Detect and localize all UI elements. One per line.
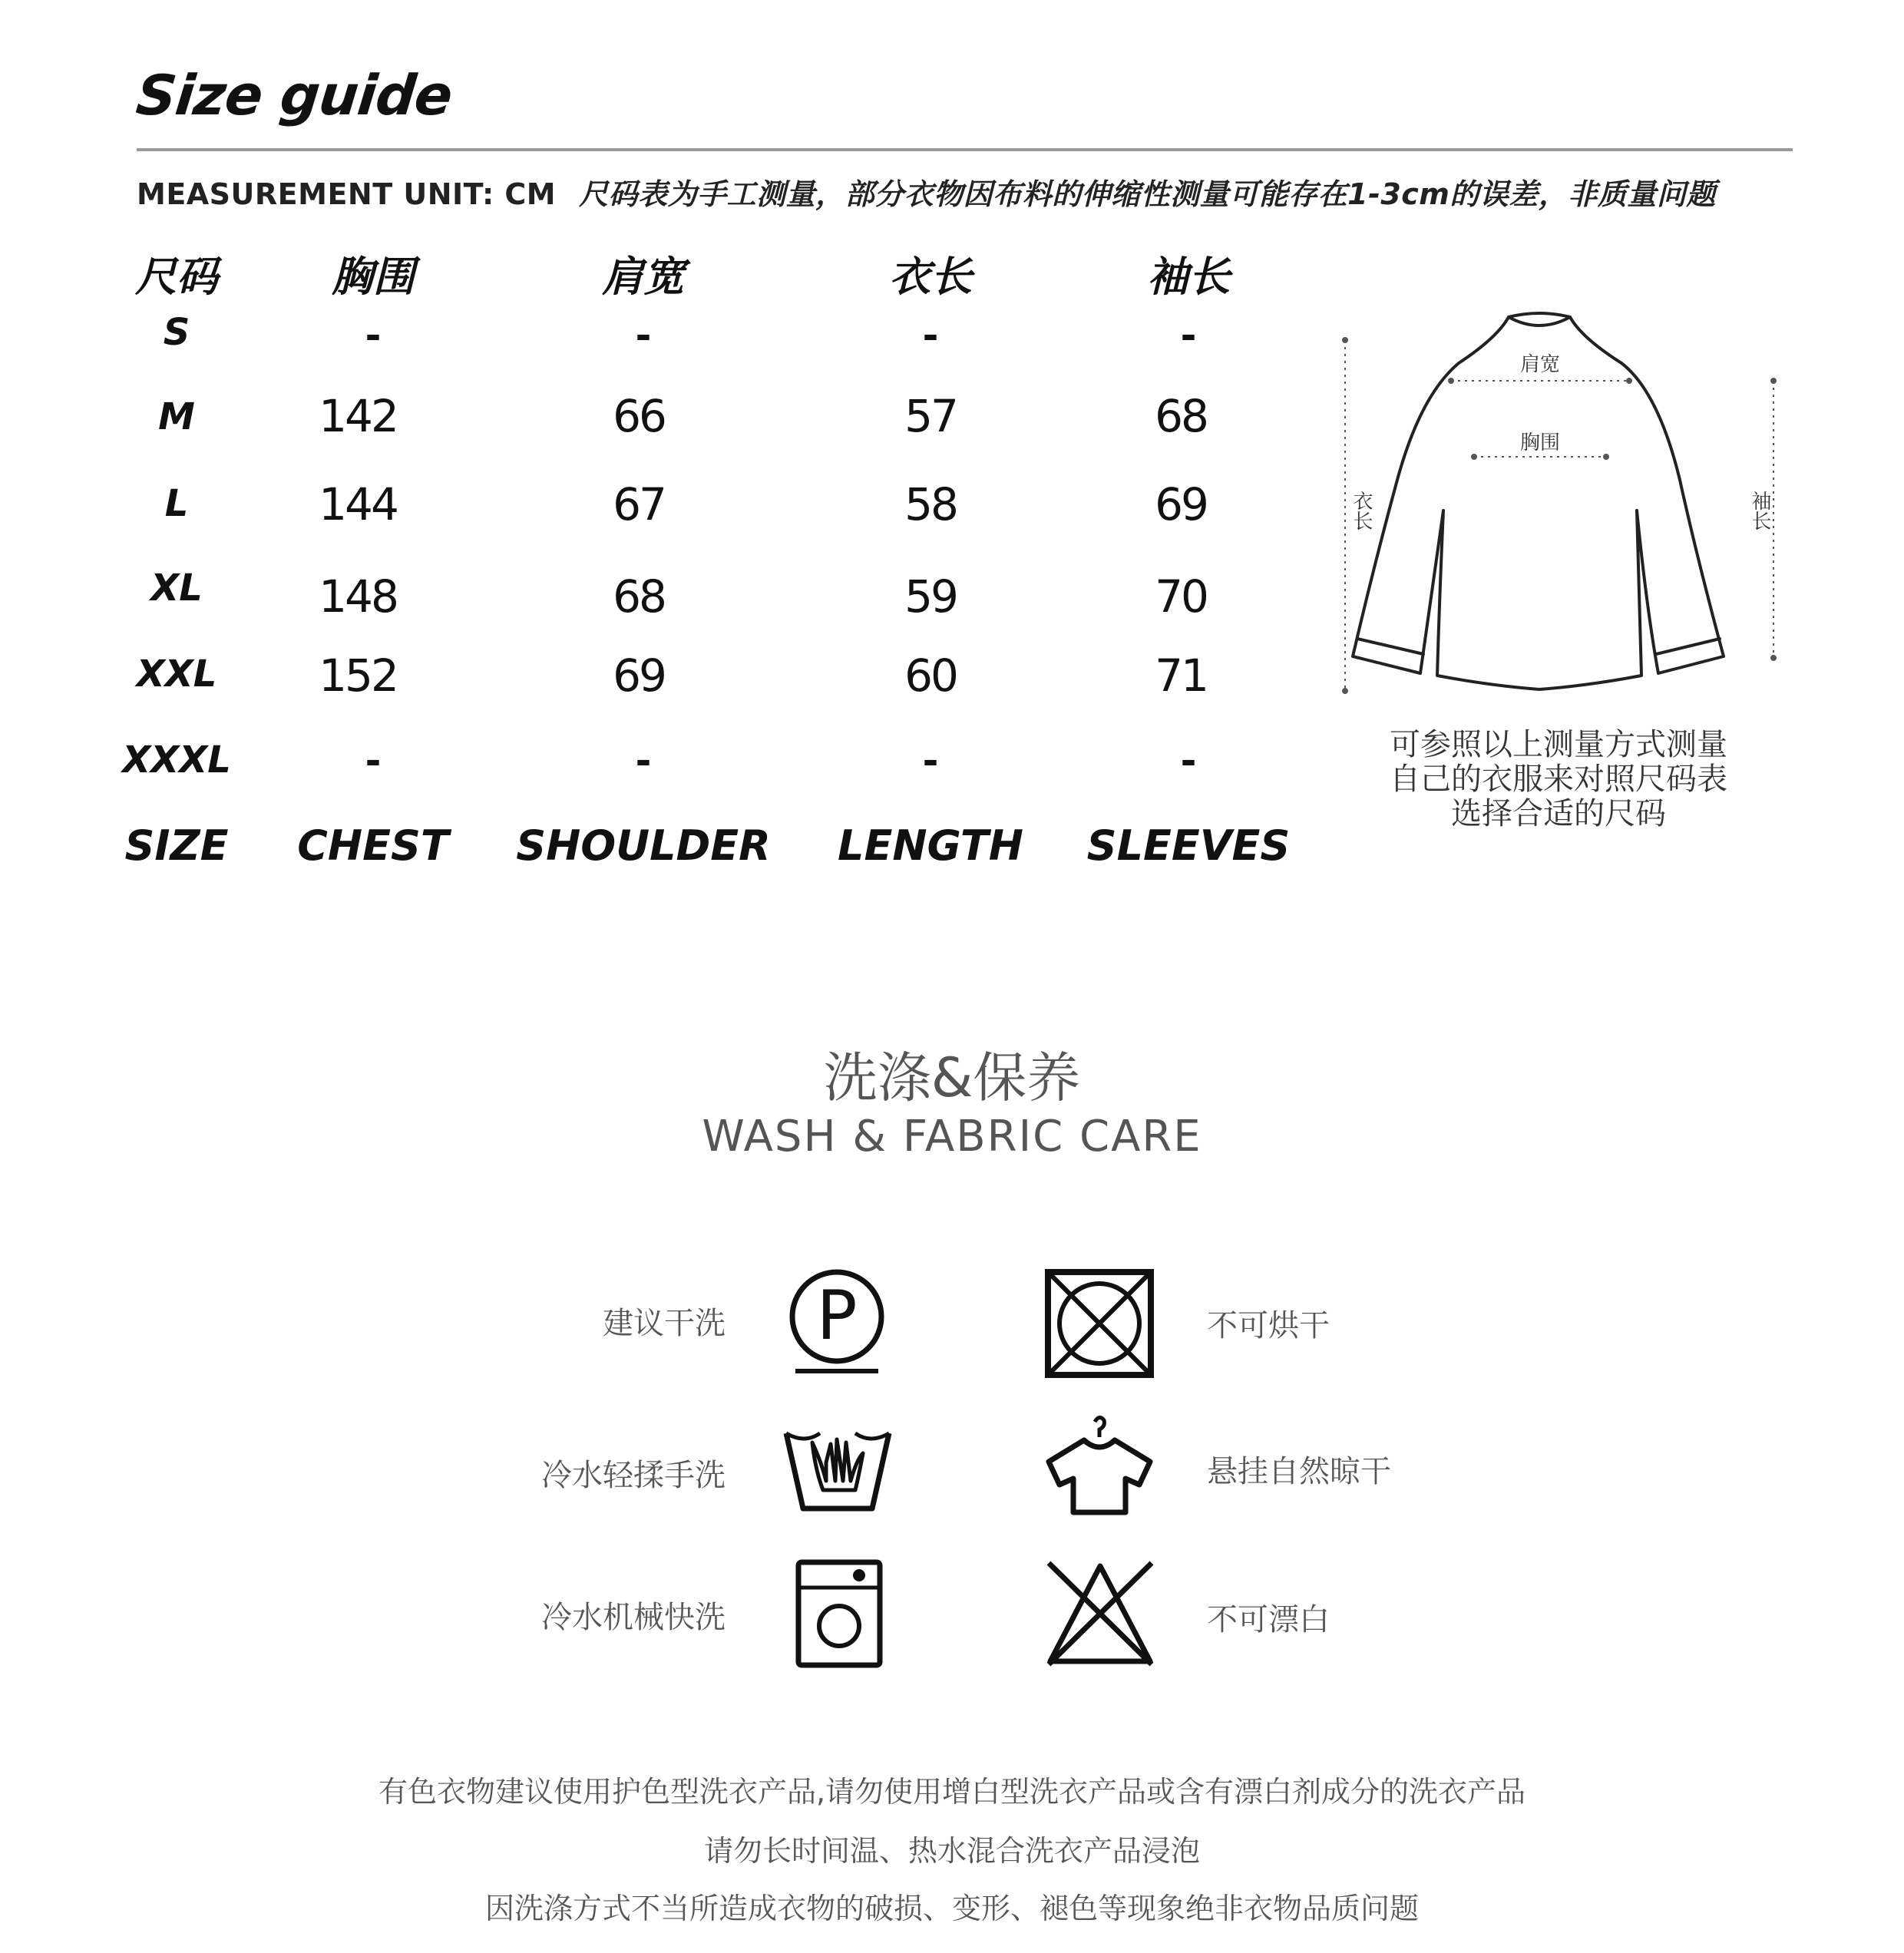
footer-note-1: 有色衣物建议使用护色型洗衣产品,请勿使用增白型洗衣产品或含有漂白剂成分的洗衣产品 xyxy=(378,1775,1526,1809)
care-label-machine-wash: 冷水机械快洗 xyxy=(541,1600,726,1635)
header-length-en: LENGTH xyxy=(838,821,1023,870)
no-tumble-dry-icon xyxy=(1044,1268,1155,1379)
table-cell: 69 xyxy=(613,649,665,702)
no-bleach-icon xyxy=(1043,1555,1158,1669)
diagram-caption xyxy=(1336,728,1781,831)
header-divider xyxy=(137,148,1793,151)
header-sleeves-en: SLEEVES xyxy=(1086,821,1291,870)
care-label-dry-clean: 建议干洗 xyxy=(603,1306,726,1341)
table-cell: 58 xyxy=(904,478,957,530)
hang-dry-shirt-icon xyxy=(1043,1411,1156,1518)
size-label-s: S xyxy=(163,311,190,354)
care-label-hand-wash: 冷水轻揉手洗 xyxy=(541,1458,726,1493)
care-title-en: WASH & FABRIC CARE xyxy=(702,1112,1202,1162)
table-cell: 70 xyxy=(1155,570,1207,623)
size-label-xxxl: XXXL xyxy=(122,739,231,782)
measurement-disclaimer: 尺码表为手工测量，部分衣物因布料的伸缩性测量可能存在1-3cm的误差，非质量问题 xyxy=(579,177,1716,211)
diagram-label-chest: 胸围 xyxy=(1519,431,1561,454)
table-cell: 142 xyxy=(319,390,397,442)
table-cell: - xyxy=(365,739,382,783)
size-label-m: M xyxy=(158,395,195,438)
diagram-label-shoulder: 肩宽 xyxy=(1519,353,1561,376)
header-size-en: SIZE xyxy=(124,821,229,870)
header-shoulder-cn: 肩宽 xyxy=(602,253,685,301)
diagram-label-sleeves: 袖长 xyxy=(1748,491,1771,530)
header-chest-cn: 胸围 xyxy=(332,253,415,301)
table-cell: 59 xyxy=(904,570,957,623)
size-label-xl: XL xyxy=(150,567,203,610)
table-cell: 152 xyxy=(319,649,397,702)
table-cell: - xyxy=(635,739,652,783)
table-cell: 68 xyxy=(1155,390,1207,442)
table-cell: 68 xyxy=(613,570,665,623)
header-size-cn: 尺码 xyxy=(135,253,218,301)
caption-line: 自己的衣服来对照尺码表 xyxy=(1390,762,1727,797)
caption-line: 可参照以上测量方式测量 xyxy=(1390,727,1727,762)
table-cell: - xyxy=(922,313,939,358)
caption-line: 选择合适的尺码 xyxy=(1451,796,1666,831)
footer-note-2: 请勿长时间温、热水混合洗衣产品浸泡 xyxy=(703,1834,1200,1868)
table-cell: 69 xyxy=(1155,478,1207,530)
header-shoulder-en: SHOULDER xyxy=(516,821,771,870)
header-length-cn: 衣长 xyxy=(889,253,972,301)
svg-text:P: P xyxy=(816,1276,858,1355)
table-cell: 71 xyxy=(1155,649,1207,702)
table-cell: 57 xyxy=(904,390,957,442)
size-label-xxl: XXL xyxy=(136,653,217,696)
table-cell: 144 xyxy=(319,478,397,530)
hand-wash-icon xyxy=(782,1416,894,1515)
measurement-note xyxy=(137,170,1716,213)
care-label-hang-dry: 悬挂自然晾干 xyxy=(1207,1454,1391,1489)
diagram-label-length: 衣长 xyxy=(1350,491,1373,530)
table-cell: - xyxy=(1180,313,1197,358)
table-cell: - xyxy=(365,313,382,358)
table-cell: 66 xyxy=(613,390,665,442)
header-chest-en: CHEST xyxy=(297,821,449,870)
garment-diagram xyxy=(1336,303,1781,710)
washing-machine-icon xyxy=(795,1558,884,1669)
care-title-cn: 洗涤&保养 xyxy=(823,1046,1081,1109)
measurement-unit: MEASUREMENT UNIT: CM xyxy=(137,177,557,211)
table-cell: - xyxy=(635,313,652,358)
table-cell: 148 xyxy=(319,570,397,623)
care-label-no-tumble-dry: 不可烘干 xyxy=(1207,1308,1330,1343)
dry-clean-p-icon xyxy=(783,1268,891,1377)
table-cell: 67 xyxy=(613,478,665,530)
page-title: Size guide xyxy=(133,63,455,127)
table-cell: 60 xyxy=(904,649,957,702)
table-cell: - xyxy=(922,739,939,783)
footer-note-3: 因洗涤方式不当所造成衣物的破损、变形、褪色等现象绝非衣物品质问题 xyxy=(484,1892,1419,1925)
header-sleeves-cn: 袖长 xyxy=(1147,253,1230,301)
care-label-no-bleach: 不可漂白 xyxy=(1207,1602,1330,1637)
table-cell: - xyxy=(1180,739,1197,783)
size-label-l: L xyxy=(164,482,189,525)
